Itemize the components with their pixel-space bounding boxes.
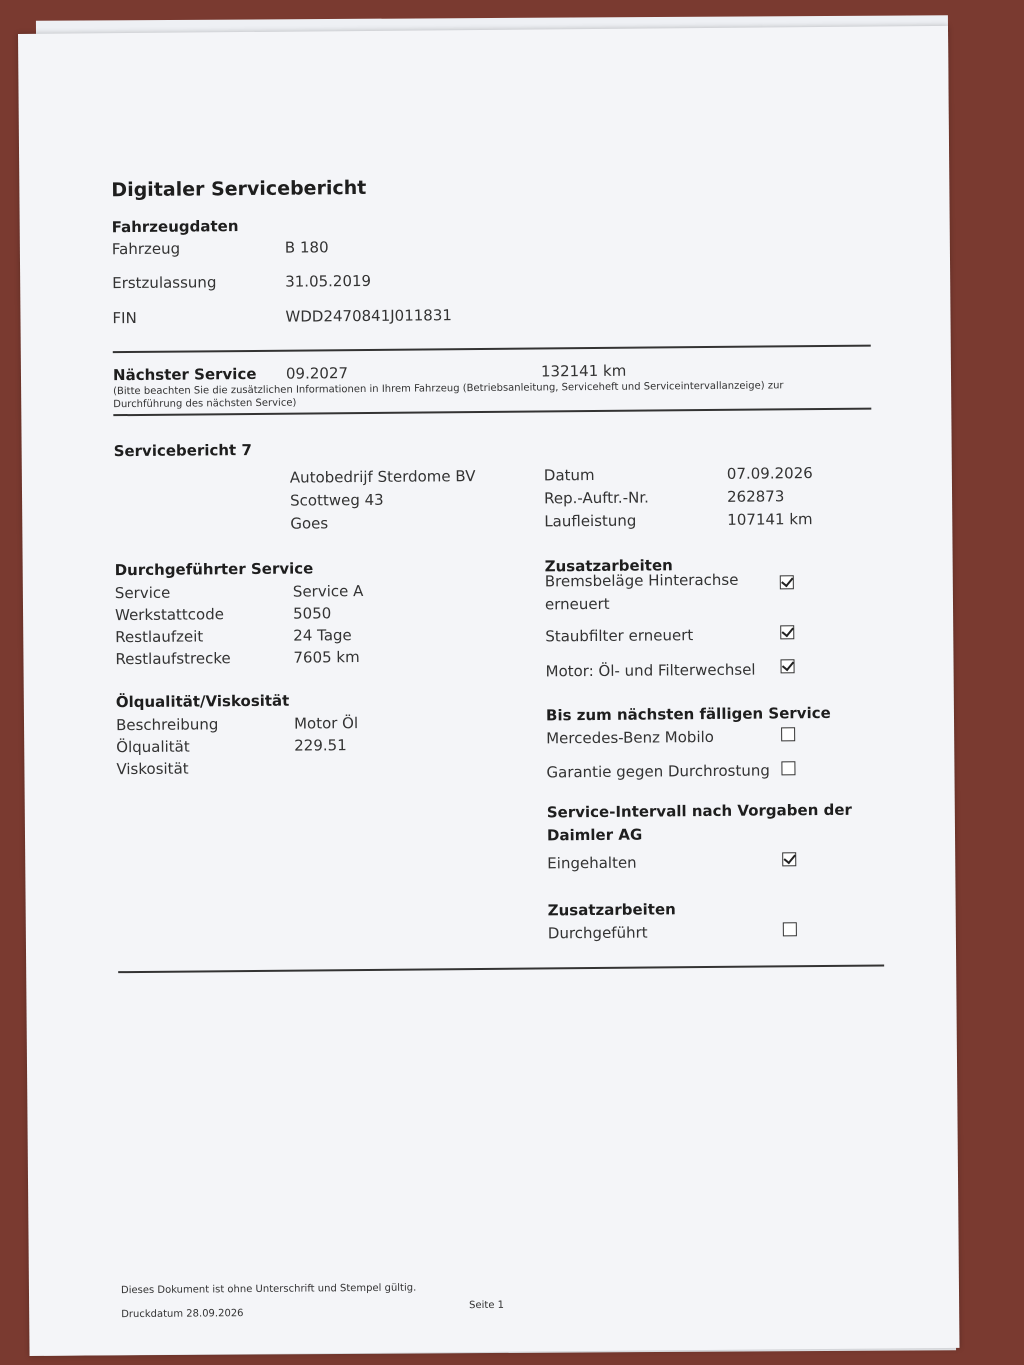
oil-quality-label: Ölqualität <box>116 737 190 757</box>
report-heading: Servicebericht 7 <box>113 440 252 461</box>
vehicle-label: Fahrzeug <box>111 239 181 259</box>
validity-note: Dieses Dokument ist ohne Unterschrift und Stempel gültig. <box>120 1282 417 1297</box>
extra-work2-heading: Zusatzarbeiten <box>547 900 676 920</box>
dust-filter-label: Staubfilter erneuert <box>545 626 694 646</box>
dust-filter-checkbox[interactable] <box>780 625 794 639</box>
mobilo-checkbox[interactable] <box>781 727 795 741</box>
viscosity-label: Viskosität <box>116 759 189 779</box>
mobilo-label: Mercedes-Benz Mobilo <box>546 727 714 748</box>
mileage-label: Laufleistung <box>544 511 637 531</box>
oil-change-label: Motor: Öl- und Filterwechsel <box>545 660 756 681</box>
rust-warranty-checkbox[interactable] <box>781 761 795 775</box>
oil-change-checkbox[interactable] <box>780 659 794 673</box>
remaining-time-value: 24 Tage <box>293 626 352 645</box>
vehicle-value: B 180 <box>284 238 329 257</box>
divider <box>113 345 871 353</box>
brake-pads-checkbox[interactable] <box>780 575 794 589</box>
workshop-city: Goes <box>290 514 329 533</box>
mileage-value: 107141 km <box>727 510 813 529</box>
rust-warranty-label: Garantie gegen Durchrostung <box>546 761 770 782</box>
service-report-page <box>18 26 960 1356</box>
remaining-time-label: Restlaufzeit <box>115 627 204 647</box>
performed2-checkbox[interactable] <box>783 922 797 936</box>
next-service-label: Nächster Service <box>112 364 257 385</box>
interval-kept-checkbox[interactable] <box>782 852 796 866</box>
divider <box>118 964 884 972</box>
workshop-code-label: Werkstattcode <box>114 605 225 625</box>
date-label: Datum <box>543 465 595 485</box>
remaining-distance-value: 7605 km <box>293 648 360 667</box>
interval-kept-label: Eingehalten <box>547 853 637 873</box>
oil-description-label: Beschreibung <box>115 715 219 735</box>
vin-label: FIN <box>112 308 137 328</box>
workshop-name: Autobedrijf Sterdome BV <box>289 467 476 487</box>
next-service-note: (Bitte beachten Sie die zusätzlichen Informationen in Ihrem Fahrzeug (Betriebsanleitung, Serviceheft und Serviceintervallanzeige) zur Durchführung des nächsten Service) <box>113 380 784 411</box>
document-title: Digitaler Servicebericht <box>111 176 367 202</box>
service-value: Service A <box>292 582 364 601</box>
print-date: Druckdatum 28.09.2026 <box>121 1308 244 1321</box>
registration-value: 31.05.2019 <box>285 271 372 291</box>
workshop-code-value: 5050 <box>292 604 332 623</box>
interval-heading: Service-Intervall nach Vorgaben der Daimler AG <box>546 800 852 845</box>
next-service-km: 132141 km <box>540 361 627 381</box>
vehicle-heading: Fahrzeugdaten <box>111 217 239 237</box>
brake-pads-label: Bremsbeläge Hinterachse erneuert <box>544 570 739 614</box>
page-number: Seite 1 <box>469 1299 505 1312</box>
date-value: 07.09.2026 <box>726 464 813 483</box>
registration-label: Erstzulassung <box>112 273 217 293</box>
next-service-date: 09.2027 <box>285 364 349 383</box>
oil-heading: Ölqualität/Viskosität <box>115 691 290 712</box>
oil-quality-value: 229.51 <box>294 736 347 755</box>
oil-description-value: Motor Öl <box>293 714 359 733</box>
extra-work-heading: Zusatzarbeiten <box>544 556 673 576</box>
remaining-distance-label: Restlaufstrecke <box>115 649 231 669</box>
workshop-street: Scottweg 43 <box>290 490 384 510</box>
vin-value: WDD2470841J011831 <box>285 306 452 326</box>
repair-order-value: 262873 <box>726 487 785 506</box>
performed-heading: Durchgeführter Service <box>114 559 314 580</box>
repair-order-label: Rep.-Auftr.-Nr. <box>543 488 649 508</box>
service-label: Service <box>114 583 171 603</box>
until-next-heading: Bis zum nächsten fälligen Service <box>545 703 831 725</box>
performed2-label: Durchgeführt <box>547 923 648 943</box>
